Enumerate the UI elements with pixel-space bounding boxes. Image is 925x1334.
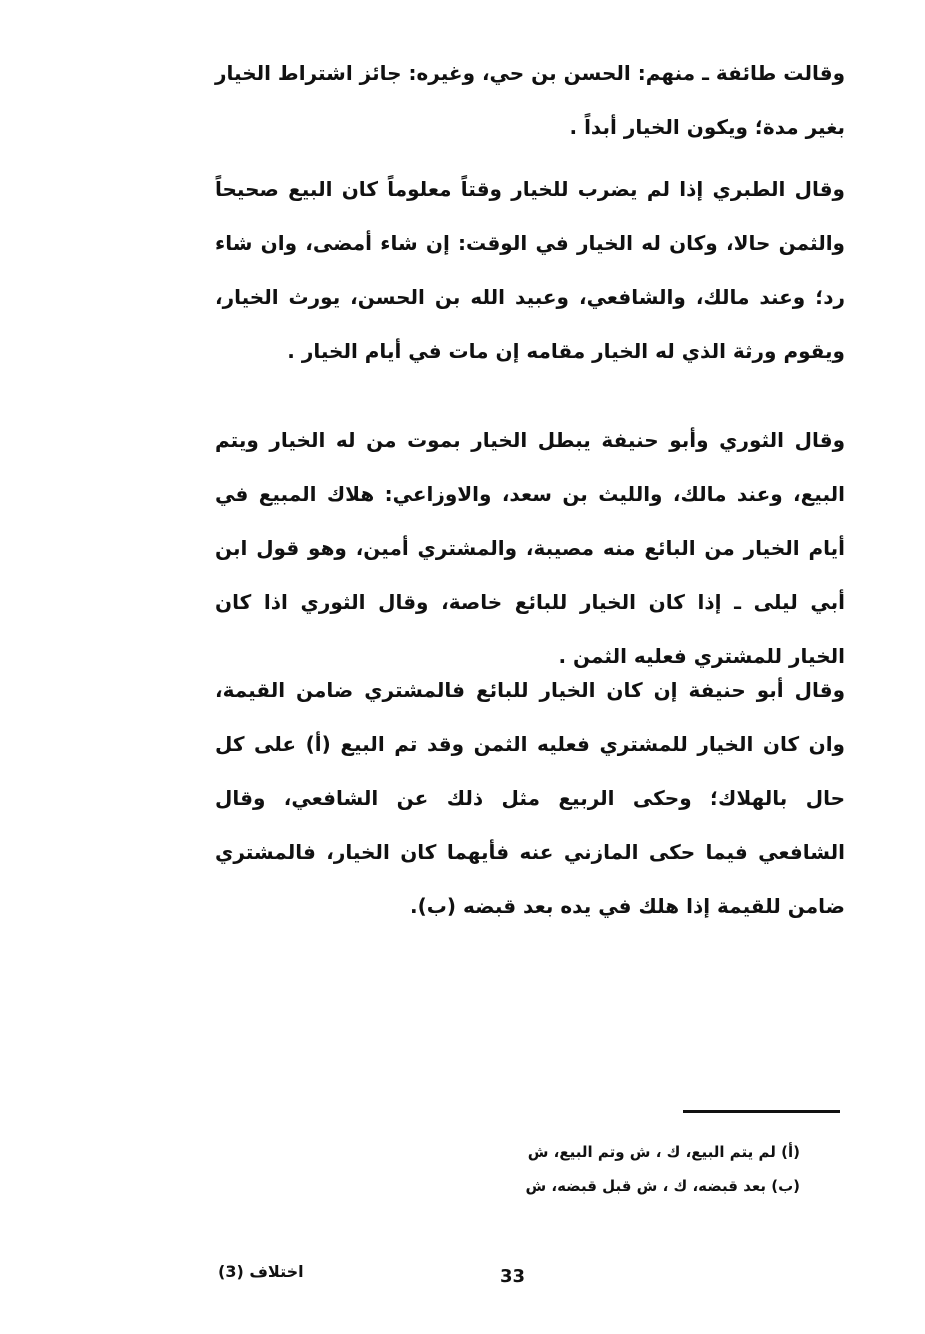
paragraph-4 bbox=[215, 663, 845, 933]
footnote-b: (ب) بعد قبضه، ك ، ش قبل قبضه، ش bbox=[525, 1177, 800, 1195]
page-number: 33 bbox=[500, 1266, 526, 1287]
paragraph-text: وقال أبو حنيفة إن كان الخيار للبائع فالمشتري ضامن القيمة، وان كان الخيار للمشتري فعليه الثمن وقد تم البيع (أ) على كل حال بالهلاك؛ وحكى الربيع مثل ذلك عن الشافعي، وقال الشافعي فيما حكى المازني عنه فأيهما كان الخيار، فالمشتري ضامن للقيمة إذا هلك في يده بعد قبضه (ب). bbox=[215, 678, 845, 918]
paragraph-3 bbox=[215, 413, 845, 683]
footnote-a: (أ) لم يتم البيع، ك ، ش وتم البيع، ش bbox=[527, 1143, 800, 1161]
paragraph-text: وقال الطبري إذا لم يضرب للخيار وقتاً معلوماً كان البيع صحيحاً والثمن حالا، وكان له الخيار في الوقت: إن شاء أمضى، وان شاء رد؛ وعند مالك، والشافعي، وعبيد الله بن الحسن، يورث الخيار، ويقوم ورثة الذي له الخيار مقامه إن مات في أيام الخيار . bbox=[215, 177, 845, 363]
paragraph-2 bbox=[215, 162, 845, 378]
paragraph-text: وقال الثوري وأبو حنيفة يبطل الخيار بموت من له الخيار ويتم البيع، وعند مالك، والليث بن سعد، والاوزاعي: هلاك المبيع في أيام الخيار من البائع منه مصيبة، والمشتري أمين، وهو قول ابن أبي ليلى ـ إذا كان الخيار للبائع خاصة، وقال الثوري اذا كان الخيار للمشتري فعليه الثمن . bbox=[215, 428, 845, 668]
footnotes bbox=[480, 1135, 800, 1203]
paragraph-text: وقالت طائفة ـ منهم: الحسن بن حي، وغيره: جائز اشتراط الخيار بغير مدة؛ ويكون الخيار أبداً . bbox=[215, 61, 845, 139]
paragraph-1 bbox=[215, 46, 845, 154]
footer-signature: اختلاف (3) bbox=[218, 1262, 304, 1281]
footnote-divider bbox=[683, 1110, 840, 1113]
